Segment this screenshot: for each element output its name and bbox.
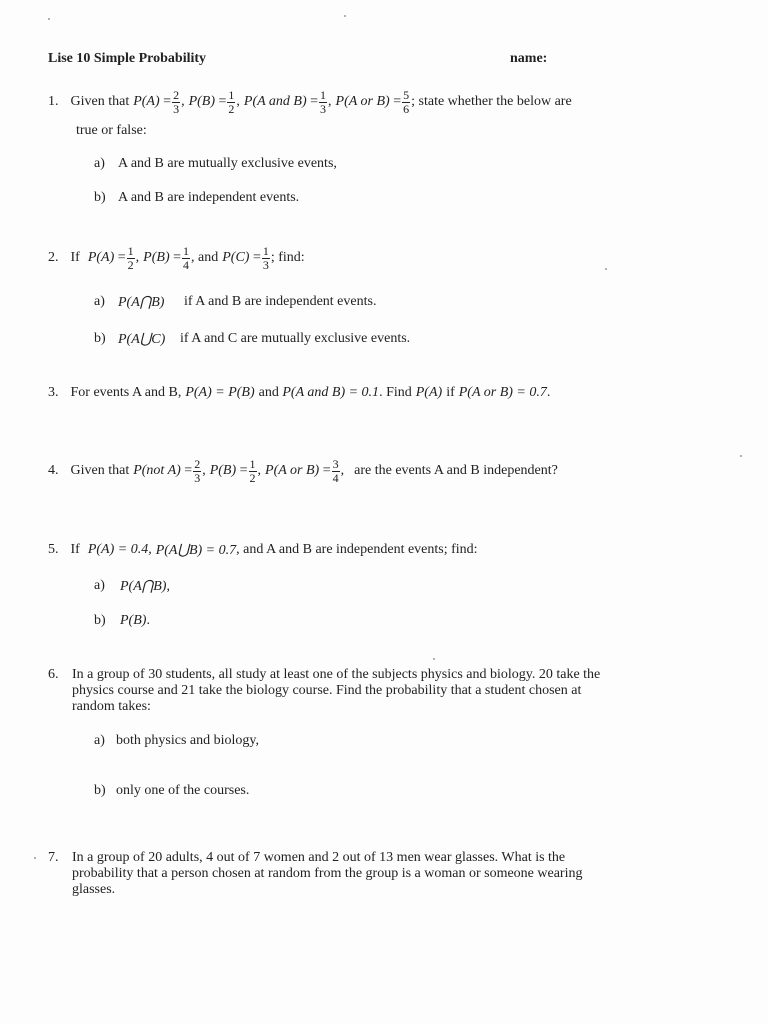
q6-text [72,667,600,715]
q1-b-text: A and B are independent events. [118,190,300,205]
q1-por-fraction: $\frac{5}{6}$ [403,87,410,116]
q6-number: 6. [48,667,59,682]
q4-pnota: P(not A) [133,463,181,478]
q2-a-label: a) [94,294,105,309]
q4-tail: are the events A and B independent? [354,463,558,478]
q2-a-text: if A and B are independent events. [184,294,377,309]
q2-tail: ; find: [270,250,305,265]
q4-pb-fraction: $\frac{1}{2}$ [249,456,256,485]
q5-number: 5. [48,542,59,557]
q5-a-end: , [166,579,170,594]
q5-b-label: b) [94,613,106,628]
q3-expr3: P(A) [415,385,443,400]
q3-expr1: P(A) = P(B) [185,385,255,400]
q7-number: 7. [48,850,59,865]
q3-text1: For events A and B, [70,385,182,400]
q1-number: 1. [48,94,59,109]
q1-pb-fraction: $\frac{1}{2}$ [228,87,235,116]
q1-a-label: a) [94,156,105,171]
q3-text2: and [258,385,279,400]
q2-b-label: b) [94,331,106,346]
q2-pa-fraction: $\frac{1}{2}$ [127,243,134,272]
q2-a-expr: P(A⋂B) [118,295,165,310]
q2-pb: P(B) [143,250,170,265]
worksheet-title: Lise 10 Simple Probability [48,51,207,66]
q1-b-label: b) [94,190,106,205]
q3-expr2: P(A and B) = 0.1 [282,385,380,400]
q1-tail: ; state whether the below are [411,94,572,109]
q2-pc: P(C) [222,250,250,265]
q1-a-text: A and B are mutually exclusive events, [118,156,337,171]
q2-if: If [70,250,80,265]
q1-pa-fraction: $\frac{2}{3}$ [173,87,180,116]
q3-expr4: P(A or B) = 0.7 [458,385,547,400]
q7-line1: In a group of 20 adults, 4 out of 7 women and 2 out of 13 men wear glasses. What is the [72,850,566,865]
q3-text4: if [446,385,455,400]
q5-b [120,613,150,629]
q4-por-fraction: $\frac{3}{4}$ [332,456,339,485]
q2-pa: P(A) [87,250,115,265]
q5-expr1: P(A) = 0.4 [87,542,149,557]
q3-end: . [546,385,551,400]
q1-continuation: true or false: [76,123,147,138]
q2-line: 2. If P(A) = $\frac{1}{2}$ , P(B) = $\frac{1}{4}$ , and P(C) = $\frac{1}{3}$ ; find: [48,243,305,272]
q4-line: 4. Given that P(not A) = $\frac{2}{3}$ , P(B) = $\frac{1}{2}$ , P(A or B) = $\frac{3}{4}$ , are the events A and B independent? [48,456,558,485]
q6-line2: physics course and 21 take the biology course. Find the probability that a student chosen at [72,683,582,698]
q1-por: P(A or B) [335,94,390,109]
scan-speck [34,857,36,859]
q2-b-text: if A and C are mutually exclusive events. [180,331,411,346]
q7-line3: glasses. [72,882,116,897]
q4-given: Given that [70,463,130,478]
q2-pc-fraction: $\frac{1}{3}$ [262,243,269,272]
q7-line2: probability that a person chosen at random from the group is a woman or someone wearing [72,866,583,881]
q1-line: 1. Given that P(A) = $\frac{2}{3}$ , P(B) = $\frac{1}{2}$ , P(A and B) = $\frac{1}{3}$ , P(A or B) = $\frac{5}{6}$ ; state whether the below are [48,87,572,116]
q4-number: 4. [48,463,59,478]
q4-pnota-fraction: $\frac{2}{3}$ [194,456,201,485]
q1-pa: P(A) [133,94,160,109]
q4-por: P(A or B) [265,463,320,478]
q2-pb-fraction: $\frac{1}{4}$ [183,243,190,272]
q2-number: 2. [48,250,59,265]
name-label: name: [510,51,548,66]
scan-speck [344,15,346,17]
q2-b-expr: P(A⋃C) [118,332,166,347]
q5-a [120,578,170,595]
q6-b-text: only one of the courses. [116,783,250,798]
scan-speck [48,18,50,20]
q4-pb: P(B) [209,463,237,478]
q6-a-label: a) [94,733,105,748]
q1-pand-fraction: $\frac{1}{3}$ [320,87,327,116]
q3-line [48,384,550,402]
q5-line: 5. If P(A) = 0.4 , P(A⋃B) = 0.7 , and A and B are independent events; find: [48,542,478,558]
q3-number: 3. [48,385,59,400]
q6-line3: random takes: [72,699,151,714]
q5-if: If [70,542,80,557]
q2-and: , and [191,250,219,265]
q6-b-label: b) [94,783,106,798]
q5-tail: , and A and B are independent events; find: [236,542,478,557]
scan-speck [740,455,742,457]
q6-a-text: both physics and biology, [116,733,259,748]
q7-text [72,850,582,898]
q5-b-end: . [146,613,150,628]
scan-speck [605,268,607,270]
q6-line1: In a group of 30 students, all study at least one of the subjects physics and biology. 20 take the [72,667,601,682]
q3-text3: . Find [379,385,412,400]
q1-pand: P(A and B) [243,94,307,109]
q5-a-expr: P(A⋂B) [120,579,167,594]
q1-given: Given that [70,94,130,109]
q5-b-expr: P(B) [120,613,147,628]
q5-expr2: P(A⋃B) = 0.7 [155,542,237,558]
scan-speck [433,658,435,660]
q1-pb: P(B) [188,94,215,109]
q5-a-label: a) [94,578,105,593]
